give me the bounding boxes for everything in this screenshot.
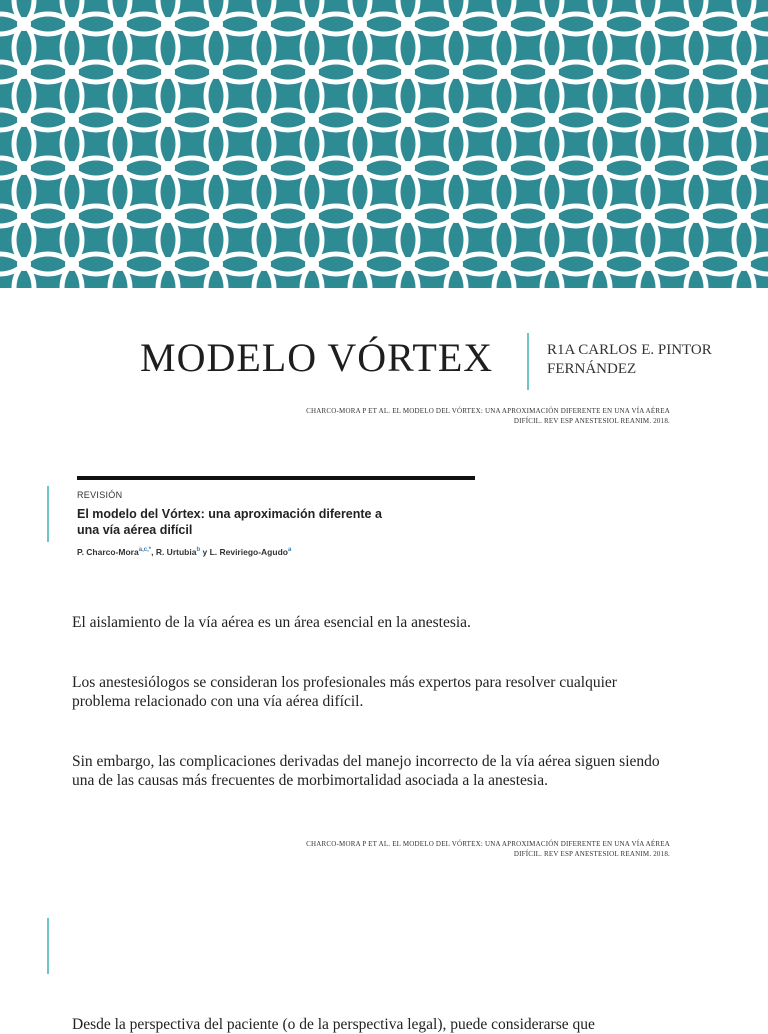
pattern-dot: [593, 161, 607, 175]
pattern-dot: [113, 65, 127, 79]
body-paragraph-2: Los anestesiólogos se consideran los profesionales más expertos para resolver cualquier problema relacionado con una vía aérea difícil.: [72, 674, 617, 710]
citation-top: CHARCO-MORA P ET AL. EL MODELO DEL VÓRTEX: UNA APROXIMACIÓN DIFERENTE EN UNA VÍA AÉREA DIFÍCIL. REV ESP ANESTESIOL REANIM. 2018.: [306, 407, 670, 425]
pattern-dot: [689, 113, 703, 127]
body-paragraph-4: Desde la perspectiva del paciente (o de la perspectiva legal), puede considerarse que: [72, 1016, 595, 1033]
pattern-dot: [353, 161, 367, 175]
author-1: P. Charco-Mora: [77, 547, 139, 557]
pattern-dot: [401, 257, 415, 271]
circle-pattern-graphic: [0, 0, 768, 288]
pattern-dot: [65, 209, 79, 223]
pattern-dot: [17, 161, 31, 175]
pattern-dot: [305, 17, 319, 31]
author-2: R. Urtubia: [155, 547, 197, 557]
accent-line: [47, 486, 49, 542]
pattern-dot: [593, 257, 607, 271]
paper-title: El modelo del Vórtex: una aproximación diferente a una vía aérea difícil: [77, 507, 382, 537]
pattern-dot: [257, 209, 271, 223]
pattern-dot: [737, 113, 751, 127]
pattern-dot: [401, 209, 415, 223]
pattern-dot: [257, 161, 271, 175]
author-2-affiliation: b: [196, 547, 201, 554]
pattern-dot: [257, 65, 271, 79]
pattern-dot: [497, 257, 511, 271]
pattern-dot: [641, 113, 655, 127]
pattern-dot: [545, 257, 559, 271]
pattern-dot: [65, 161, 79, 175]
pattern-dot: [497, 209, 511, 223]
pattern-dot: [113, 257, 127, 271]
pattern-dot: [209, 161, 223, 175]
pattern-dot: [113, 161, 127, 175]
paper-section-label: REVISIÓN: [77, 490, 123, 500]
pattern-dot: [497, 65, 511, 79]
pattern-dot: [449, 161, 463, 175]
pattern-dot: [257, 113, 271, 127]
pattern-dot: [545, 17, 559, 31]
pattern-dot: [401, 161, 415, 175]
pattern-dot: [161, 113, 175, 127]
pattern-dot: [305, 257, 319, 271]
pattern-dot: [401, 113, 415, 127]
pattern-dot: [65, 65, 79, 79]
pattern-dot: [545, 209, 559, 223]
author-3: L. Reviriego-Agudo: [209, 547, 288, 557]
pattern-dot: [497, 113, 511, 127]
pattern-dot: [17, 209, 31, 223]
pattern-dot: [689, 257, 703, 271]
pattern-dot: [257, 17, 271, 31]
author-name: R1A CARLOS E. PINTOR FERNÁNDEZ: [547, 342, 712, 377]
pattern-dot: [305, 113, 319, 127]
pattern-dot: [593, 17, 607, 31]
citation-bottom: CHARCO-MORA P ET AL. EL MODELO DEL VÓRTEX: UNA APROXIMACIÓN DIFERENTE EN UNA VÍA AÉREA DIFÍCIL. REV ESP ANESTESIOL REANIM. 2018.: [306, 840, 670, 858]
paper-authors: [77, 547, 475, 557]
pattern-dot: [305, 65, 319, 79]
pattern-dot: [737, 161, 751, 175]
pattern-dot: [17, 257, 31, 271]
pattern-dot: [209, 257, 223, 271]
pattern-dot: [641, 161, 655, 175]
pattern-dot: [689, 209, 703, 223]
pattern-dot: [209, 209, 223, 223]
pattern-dot: [641, 17, 655, 31]
pattern-dot: [401, 17, 415, 31]
pattern-dot: [545, 161, 559, 175]
pattern-dot: [497, 17, 511, 31]
pattern-dot: [449, 209, 463, 223]
pattern-dot: [641, 209, 655, 223]
body-paragraph-1: El aislamiento de la vía aérea es un área esencial en la anestesia.: [72, 614, 471, 631]
pattern-dot: [257, 257, 271, 271]
paper-rule: [77, 476, 475, 480]
pattern-dot: [209, 17, 223, 31]
pattern-dot: [689, 65, 703, 79]
pattern-dot: [161, 65, 175, 79]
pattern-dot: [689, 17, 703, 31]
pattern-dot: [113, 113, 127, 127]
pattern-dot: [593, 65, 607, 79]
pattern-dot: [449, 65, 463, 79]
slide-title: MODELO VÓRTEX: [140, 335, 494, 380]
pattern-dot: [641, 65, 655, 79]
author-separator: ,: [151, 547, 156, 557]
author-1-affiliation: a,c,*: [138, 547, 152, 554]
pattern-dot: [353, 209, 367, 223]
pattern-dot: [305, 209, 319, 223]
pattern-dot: [593, 113, 607, 127]
divider-line: [527, 333, 529, 390]
accent-line: [47, 918, 49, 974]
pattern-dot: [305, 161, 319, 175]
author-separator: y: [200, 547, 210, 557]
author-3-affiliation: a: [287, 547, 292, 554]
pattern-dot: [593, 209, 607, 223]
pattern-dot: [353, 17, 367, 31]
pattern-dot: [689, 161, 703, 175]
pattern-dot: [545, 113, 559, 127]
pattern-dot: [65, 113, 79, 127]
pattern-dot: [113, 17, 127, 31]
decorative-pattern-banner: [0, 0, 768, 288]
pattern-dot: [209, 113, 223, 127]
pattern-dot: [401, 65, 415, 79]
pattern-dot: [545, 65, 559, 79]
pattern-dot: [17, 17, 31, 31]
paper-header-clip: [77, 476, 475, 557]
pattern-dot: [17, 113, 31, 127]
pattern-dot: [113, 209, 127, 223]
pattern-dot: [161, 17, 175, 31]
pattern-dot: [161, 209, 175, 223]
pattern-dot: [209, 65, 223, 79]
pattern-dot: [737, 17, 751, 31]
pattern-dot: [353, 257, 367, 271]
pattern-dot: [449, 17, 463, 31]
pattern-dot: [65, 17, 79, 31]
pattern-dot: [353, 65, 367, 79]
pattern-dot: [497, 161, 511, 175]
pattern-background: [0, 0, 768, 288]
pattern-dot: [161, 257, 175, 271]
pattern-dot: [353, 113, 367, 127]
body-paragraph-3: Sin embargo, las complicaciones derivadas del manejo incorrecto de la vía aérea siguen siendo una de las causas más frecuentes de morbimortalidad asociada a la anestesia.: [72, 753, 660, 789]
pattern-dot: [449, 257, 463, 271]
pattern-dot: [449, 113, 463, 127]
pattern-dot: [65, 257, 79, 271]
pattern-dot: [161, 161, 175, 175]
pattern-dot: [737, 65, 751, 79]
pattern-dot: [641, 257, 655, 271]
pattern-dot: [737, 257, 751, 271]
pattern-dot: [737, 209, 751, 223]
pattern-dot: [17, 65, 31, 79]
